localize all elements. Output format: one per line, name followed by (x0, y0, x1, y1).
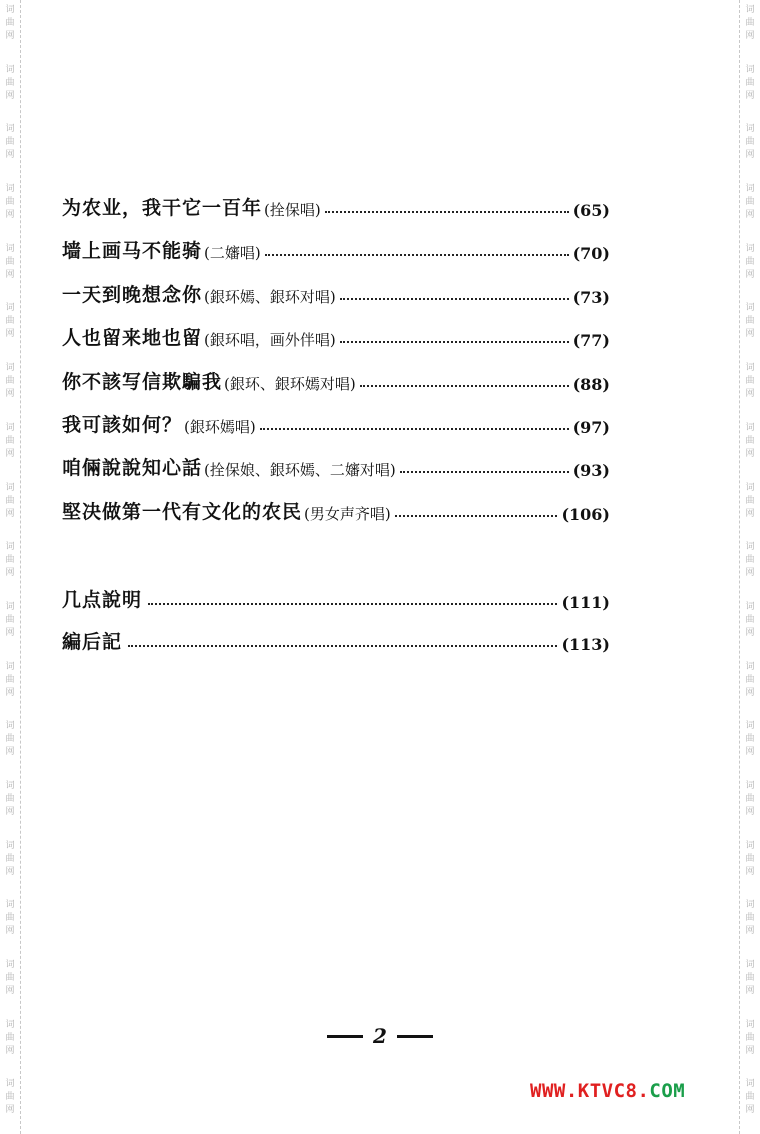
watermark-char: 网 (745, 747, 755, 758)
watermark-char: 网 (5, 806, 15, 817)
watermark-group (5, 119, 14, 179)
watermark-char: 词 (745, 542, 755, 553)
watermark-group (745, 1074, 754, 1134)
watermark-char: 网 (745, 269, 755, 280)
entry-page: (65) (572, 201, 610, 220)
watermark-char: 曲 (5, 555, 15, 566)
watermark-char: 曲 (745, 555, 755, 566)
watermark-char: 词 (5, 780, 15, 791)
watermark-char: 网 (745, 31, 755, 41)
watermark-char: 曲 (745, 614, 755, 625)
watermark-char: 词 (745, 64, 755, 75)
watermark-char: 曲 (5, 77, 15, 88)
watermark-char: 词 (745, 780, 755, 791)
watermark-char: 词 (5, 542, 15, 553)
watermark-char: 曲 (745, 793, 755, 804)
watermark-char: 曲 (5, 197, 15, 208)
watermark-char: 词 (5, 960, 15, 970)
watermark-char: 曲 (745, 18, 755, 28)
toc-entry (62, 494, 610, 524)
watermark-group (5, 537, 14, 597)
watermark-char: 曲 (5, 793, 15, 804)
watermark-group (745, 60, 754, 120)
watermark-char: 曲 (5, 435, 15, 446)
toc-entry (62, 450, 610, 480)
watermark-char: 曲 (5, 1092, 15, 1103)
watermark-char: 网 (745, 986, 755, 996)
dot-leader (395, 515, 558, 517)
toc-entry (62, 407, 610, 437)
watermark-char: 曲 (5, 614, 15, 625)
watermark-char: 网 (745, 150, 755, 161)
watermark-char: 词 (5, 363, 15, 374)
watermark-group (745, 298, 754, 358)
watermark-group (745, 895, 754, 955)
toc-entry (62, 233, 610, 263)
watermark-group (5, 895, 14, 955)
watermark-char: 词 (745, 5, 755, 15)
watermark-char: 词 (745, 1079, 755, 1090)
watermark-group (5, 60, 14, 120)
entry-title: 你不該写信欺騙我 (62, 371, 223, 393)
watermark-char: 曲 (745, 674, 755, 685)
watermark-group (745, 597, 754, 657)
watermark-group (5, 418, 14, 478)
entry-page: (113) (561, 635, 610, 654)
dot-leader (260, 428, 569, 430)
entry-page: (73) (572, 288, 610, 307)
watermark-char: 网 (745, 329, 755, 340)
entry-page: (88) (572, 375, 610, 394)
toc-entry (62, 582, 610, 612)
watermark-char: 词 (745, 124, 755, 135)
watermark-char: 网 (5, 866, 15, 877)
watermark-group (5, 955, 14, 1015)
watermark-char: 网 (5, 329, 15, 340)
right-watermark-strip (739, 0, 760, 1134)
watermark-char: 词 (745, 482, 755, 493)
watermark-char: 曲 (745, 1032, 755, 1043)
watermark-char: 曲 (5, 853, 15, 864)
watermark-char: 网 (5, 1045, 15, 1056)
watermark-group (5, 0, 14, 60)
entry-title: 一天到晚想念你 (62, 284, 203, 306)
watermark-char: 词 (745, 243, 755, 254)
watermark-char: 网 (5, 210, 15, 221)
watermark-group (745, 776, 754, 836)
watermark-char: 词 (5, 422, 15, 433)
watermark-char: 词 (5, 303, 15, 314)
entry-note: (拴保娘、銀环嫣、二嬸对唱) (204, 461, 396, 479)
dot-leader (360, 385, 569, 387)
watermark-char: 曲 (5, 973, 15, 983)
watermark-group (5, 1074, 14, 1134)
dot-leader (128, 645, 557, 647)
watermark-group (745, 418, 754, 478)
entry-title: 墙上画马不能骑 (62, 240, 203, 262)
watermark-char: 网 (745, 627, 755, 638)
watermark-group (745, 716, 754, 776)
dot-leader (265, 254, 569, 256)
toc-entry (62, 277, 610, 307)
watermark-group (745, 836, 754, 896)
watermark-char: 词 (745, 422, 755, 433)
watermark-char: 曲 (5, 913, 15, 924)
watermark-group (5, 836, 14, 896)
watermark-char: 网 (745, 866, 755, 877)
watermark-char: 词 (745, 840, 755, 851)
watermark-char: 网 (5, 31, 15, 41)
watermark-char: 词 (745, 900, 755, 911)
watermark-char: 网 (745, 687, 755, 698)
watermark-char: 曲 (745, 137, 755, 148)
page-number (0, 1024, 760, 1048)
watermark-char: 网 (5, 747, 15, 758)
entry-title: 人也留来地也留 (62, 327, 203, 349)
watermark-char: 词 (5, 243, 15, 254)
watermark-char: 词 (5, 1079, 15, 1090)
watermark-char: 网 (5, 508, 15, 519)
watermark-char: 网 (5, 448, 15, 459)
watermark-char: 曲 (5, 495, 15, 506)
toc-entry (62, 364, 610, 394)
watermark-char: 曲 (745, 77, 755, 88)
entry-note: (銀环嫣唱) (184, 418, 256, 436)
watermark-group (5, 776, 14, 836)
watermark-char: 曲 (5, 1032, 15, 1043)
entry-title: 我可該如何？ (62, 414, 183, 436)
watermark-char: 词 (5, 661, 15, 672)
watermark-char: 词 (745, 960, 755, 970)
watermark-group (5, 478, 14, 538)
entry-title: 堅决做第一代有文化的农民 (62, 501, 303, 523)
toc-entry (62, 190, 610, 220)
watermark-char: 词 (745, 601, 755, 612)
entry-title: 咱倆說說知心話 (62, 457, 203, 479)
entry-note: (銀环、銀环嫣对唱) (224, 375, 356, 393)
dot-leader (340, 298, 569, 300)
watermark-char: 网 (745, 806, 755, 817)
watermark-char: 词 (5, 124, 15, 135)
watermark-char: 网 (745, 389, 755, 400)
entry-page: (97) (572, 418, 610, 437)
watermark-char: 网 (745, 1105, 755, 1116)
entry-page: (77) (572, 331, 610, 350)
watermark-group (5, 358, 14, 418)
watermark-group (745, 179, 754, 239)
watermark-char: 曲 (745, 435, 755, 446)
watermark-char: 曲 (745, 853, 755, 864)
watermark-char: 曲 (5, 376, 15, 387)
watermark-char: 网 (745, 568, 755, 579)
watermark-char: 曲 (745, 973, 755, 983)
site-url-tld: COM (649, 1080, 686, 1102)
watermark-char: 曲 (5, 316, 15, 327)
entry-title: 編后記 (62, 631, 123, 653)
toc-entry (62, 320, 610, 350)
entry-title: 几点說明 (62, 589, 143, 611)
watermark-char: 词 (5, 900, 15, 911)
watermark-group (745, 119, 754, 179)
watermark-char: 网 (5, 926, 15, 937)
entry-page: (70) (572, 244, 610, 263)
watermark-char: 词 (745, 303, 755, 314)
watermark-group (5, 298, 14, 358)
watermark-char: 词 (5, 184, 15, 195)
watermark-char: 曲 (5, 734, 15, 745)
watermark-char: 网 (745, 210, 755, 221)
entry-title: 为农业，我干它一百年 (62, 197, 263, 219)
watermark-char: 词 (5, 721, 15, 732)
watermark-char: 网 (745, 926, 755, 937)
watermark-group (5, 179, 14, 239)
watermark-char: 曲 (745, 913, 755, 924)
watermark-char: 曲 (745, 197, 755, 208)
watermark-char: 词 (745, 184, 755, 195)
entry-note: (男女声齐唱) (304, 505, 391, 523)
entry-note: (銀环唱，画外伴唱) (204, 331, 336, 349)
watermark-group (5, 597, 14, 657)
watermark-char: 网 (5, 1105, 15, 1116)
watermark-char: 网 (745, 508, 755, 519)
entry-note: (銀环嫣、銀环对唱) (204, 288, 336, 306)
watermark-char: 网 (5, 687, 15, 698)
site-url-watermark (530, 1080, 685, 1102)
watermark-char: 曲 (745, 734, 755, 745)
watermark-char: 网 (5, 269, 15, 280)
dot-leader (400, 471, 569, 473)
watermark-char: 词 (5, 64, 15, 75)
dot-leader (325, 211, 569, 213)
watermark-char: 网 (5, 150, 15, 161)
watermark-group (745, 0, 754, 60)
dot-leader (340, 341, 569, 343)
watermark-char: 网 (5, 568, 15, 579)
watermark-char: 曲 (745, 495, 755, 506)
watermark-char: 曲 (5, 256, 15, 267)
watermark-char: 网 (745, 448, 755, 459)
watermark-char: 词 (745, 721, 755, 732)
watermark-char: 网 (745, 90, 755, 101)
site-url-domain: WWW.KTVC8. (530, 1080, 650, 1102)
watermark-char: 词 (5, 5, 15, 15)
watermark-char: 词 (5, 840, 15, 851)
page-number-dash (397, 1035, 433, 1038)
entry-page: (93) (572, 461, 610, 480)
watermark-char: 词 (745, 363, 755, 374)
watermark-group (745, 955, 754, 1015)
watermark-char: 网 (745, 1045, 755, 1056)
watermark-char: 词 (5, 482, 15, 493)
watermark-char: 曲 (745, 256, 755, 267)
watermark-group (5, 716, 14, 776)
watermark-group (745, 657, 754, 717)
watermark-group (745, 358, 754, 418)
watermark-char: 曲 (745, 376, 755, 387)
watermark-char: 曲 (5, 674, 15, 685)
watermark-char: 曲 (745, 316, 755, 327)
entry-page: (111) (561, 593, 610, 612)
page-number-dash (327, 1035, 363, 1038)
dot-leader (148, 603, 557, 605)
watermark-char: 词 (5, 1019, 15, 1030)
toc-entry (62, 624, 610, 654)
watermark-group (745, 478, 754, 538)
watermark-group (5, 239, 14, 299)
watermark-group (5, 657, 14, 717)
entry-page: (106) (561, 505, 610, 524)
watermark-char: 曲 (5, 137, 15, 148)
watermark-char: 词 (745, 661, 755, 672)
left-watermark-strip (0, 0, 21, 1134)
entry-note: (二嬸唱) (204, 244, 261, 262)
watermark-char: 网 (5, 90, 15, 101)
watermark-char: 词 (5, 601, 15, 612)
watermark-char: 网 (5, 627, 15, 638)
watermark-char: 曲 (745, 1092, 755, 1103)
watermark-char: 网 (5, 986, 15, 996)
watermark-group (745, 239, 754, 299)
watermark-group (745, 537, 754, 597)
entry-note: (拴保唱) (264, 201, 321, 219)
watermark-char: 曲 (5, 18, 15, 28)
page-number-value: 2 (373, 1024, 387, 1048)
watermark-char: 网 (5, 389, 15, 400)
watermark-char: 词 (745, 1019, 755, 1030)
